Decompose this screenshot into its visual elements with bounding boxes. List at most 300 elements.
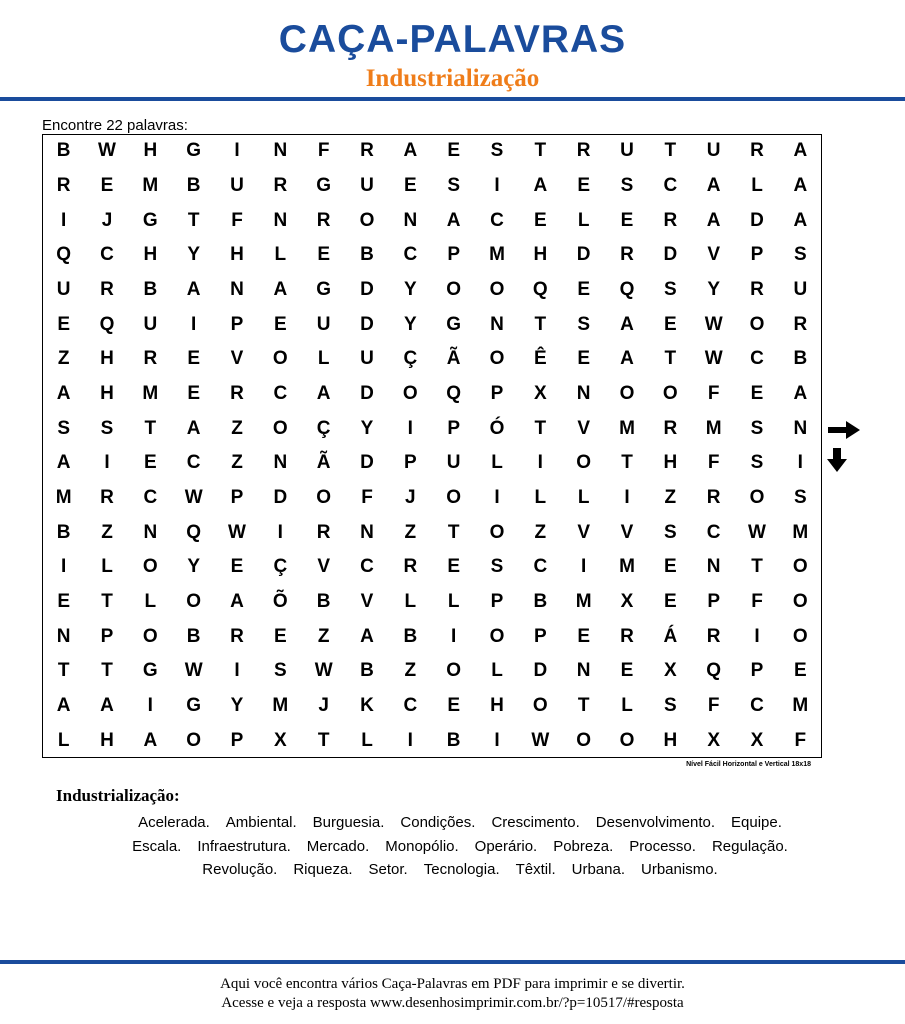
grid-cell[interactable]: A <box>186 278 201 300</box>
grid-cell[interactable]: Z <box>231 452 243 474</box>
grid-cell[interactable]: I <box>234 140 240 162</box>
grid-cell[interactable]: N <box>143 521 158 543</box>
grid-cell[interactable]: P <box>230 729 244 751</box>
grid-cell[interactable]: O <box>619 729 635 751</box>
grid-cell[interactable]: E <box>403 174 417 196</box>
grid-cell[interactable]: Õ <box>272 590 288 612</box>
grid-cell[interactable]: J <box>318 694 329 716</box>
grid-cell[interactable]: Q <box>186 521 202 543</box>
grid-cell[interactable]: Y <box>187 244 200 266</box>
grid-cell[interactable]: Q <box>99 313 115 335</box>
grid-cell[interactable]: C <box>143 486 158 508</box>
grid-cell[interactable]: U <box>446 452 461 474</box>
grid-cell[interactable]: P <box>750 660 764 682</box>
grid-cell[interactable]: O <box>749 313 765 335</box>
grid-cell[interactable]: S <box>750 452 764 474</box>
grid-cell[interactable]: O <box>489 625 505 647</box>
grid-cell[interactable]: E <box>577 625 590 647</box>
grid-cell[interactable]: D <box>360 313 374 335</box>
grid-cell[interactable]: P <box>100 625 114 647</box>
grid-cell[interactable]: T <box>447 521 460 543</box>
grid-cell[interactable]: Y <box>707 278 720 300</box>
grid-cell[interactable]: E <box>577 278 590 300</box>
grid-cell[interactable]: R <box>143 348 158 370</box>
grid-cell[interactable]: R <box>230 625 244 647</box>
grid-cell[interactable]: A <box>793 174 808 196</box>
grid-cell[interactable]: D <box>360 278 374 300</box>
grid-cell[interactable]: E <box>577 348 590 370</box>
grid-cell[interactable]: G <box>186 140 202 162</box>
grid-cell[interactable]: W <box>184 660 203 682</box>
grid-cell[interactable]: E <box>317 244 330 266</box>
grid-cell[interactable]: Q <box>446 382 462 404</box>
grid-cell[interactable]: L <box>274 244 287 266</box>
grid-cell[interactable]: P <box>490 382 504 404</box>
grid-cell[interactable]: S <box>100 417 114 439</box>
grid-cell[interactable]: U <box>56 278 71 300</box>
grid-cell[interactable]: Z <box>317 625 330 647</box>
grid-cell[interactable]: H <box>100 729 114 751</box>
grid-cell[interactable]: A <box>793 209 808 231</box>
grid-cell[interactable]: E <box>793 660 807 682</box>
grid-cell[interactable]: P <box>447 417 460 439</box>
grid-cell[interactable]: K <box>360 694 374 716</box>
grid-cell[interactable]: H <box>143 140 158 162</box>
grid-cell[interactable]: W <box>184 486 203 508</box>
grid-cell[interactable]: N <box>360 521 374 543</box>
grid-cell[interactable]: T <box>534 417 547 439</box>
grid-cell[interactable]: D <box>360 452 374 474</box>
grid-cell[interactable]: E <box>57 590 70 612</box>
grid-cell[interactable]: X <box>273 729 287 751</box>
grid-cell[interactable]: I <box>581 556 587 578</box>
grid-cell[interactable]: T <box>187 209 200 231</box>
grid-cell[interactable]: R <box>403 556 418 578</box>
grid-cell[interactable]: B <box>360 244 374 266</box>
grid-cell[interactable]: W <box>228 521 246 543</box>
grid-cell[interactable]: J <box>101 209 113 231</box>
grid-cell[interactable]: I <box>451 625 457 647</box>
footer-line-2[interactable]: Acesse e veja a resposta www.desenhosimprimir.com.br/?p=10517/#resposta <box>221 995 684 1011</box>
grid-cell[interactable]: S <box>793 244 807 266</box>
grid-cell[interactable]: O <box>272 348 288 370</box>
grid-cell[interactable]: A <box>706 209 721 231</box>
grid-cell[interactable]: P <box>750 244 764 266</box>
grid-cell[interactable]: F <box>707 452 720 474</box>
grid-cell[interactable]: A <box>56 382 71 404</box>
grid-cell[interactable]: S <box>663 521 677 543</box>
grid-cell[interactable]: O <box>749 486 765 508</box>
grid-cell[interactable]: S <box>447 174 460 196</box>
grid-cell[interactable]: T <box>101 660 113 682</box>
grid-cell[interactable]: L <box>447 590 460 612</box>
grid-cell[interactable]: A <box>706 174 721 196</box>
grid-cell[interactable]: R <box>56 174 71 196</box>
grid-cell[interactable]: L <box>144 590 157 612</box>
grid-cell[interactable]: P <box>230 486 244 508</box>
grid-cell[interactable]: H <box>100 382 114 404</box>
grid-cell[interactable]: O <box>489 348 505 370</box>
grid-cell[interactable]: M <box>142 382 159 404</box>
grid-cell[interactable]: S <box>793 486 807 508</box>
grid-cell[interactable]: B <box>56 140 71 162</box>
grid-cell[interactable]: S <box>490 140 504 162</box>
grid-cell[interactable]: X <box>620 590 634 612</box>
grid-cell[interactable]: X <box>663 660 677 682</box>
grid-cell[interactable]: O <box>272 417 288 439</box>
grid-cell[interactable]: L <box>577 209 590 231</box>
grid-cell[interactable]: Ó <box>489 417 505 439</box>
grid-cell[interactable]: S <box>663 694 677 716</box>
grid-cell[interactable]: L <box>534 486 547 508</box>
grid-cell[interactable]: M <box>619 556 635 578</box>
grid-cell[interactable]: T <box>664 140 677 162</box>
grid-cell[interactable]: I <box>234 660 240 682</box>
grid-cell[interactable]: X <box>750 729 764 751</box>
grid-cell[interactable]: R <box>620 625 634 647</box>
grid-cell[interactable]: Q <box>706 660 722 682</box>
grid-cell[interactable]: O <box>446 660 462 682</box>
grid-cell[interactable]: R <box>100 278 114 300</box>
grid-cell[interactable]: Q <box>619 278 635 300</box>
grid-cell[interactable]: A <box>793 382 808 404</box>
grid-cell[interactable]: Y <box>187 556 200 578</box>
grid-cell[interactable]: F <box>707 694 720 716</box>
grid-cell[interactable]: S <box>663 278 677 300</box>
grid-cell[interactable]: A <box>100 694 114 716</box>
grid-cell[interactable]: O <box>792 556 808 578</box>
grid-cell[interactable]: O <box>792 590 808 612</box>
grid-cell[interactable]: A <box>620 348 634 370</box>
grid-cell[interactable]: E <box>273 625 287 647</box>
grid-cell[interactable]: I <box>494 486 500 508</box>
grid-cell[interactable]: F <box>317 140 330 162</box>
grid-cell[interactable]: W <box>748 521 766 543</box>
grid-cell[interactable]: Q <box>56 244 72 266</box>
grid-cell[interactable]: P <box>533 625 547 647</box>
grid-cell[interactable]: D <box>663 244 678 266</box>
grid-cell[interactable]: N <box>576 382 591 404</box>
grid-cell[interactable]: C <box>663 174 678 196</box>
grid-cell[interactable]: N <box>576 660 591 682</box>
grid-cell[interactable]: E <box>533 209 547 231</box>
grid-cell[interactable]: L <box>577 486 590 508</box>
grid-cell[interactable]: Z <box>404 660 417 682</box>
grid-cell[interactable]: E <box>663 313 677 335</box>
grid-cell[interactable]: U <box>620 140 634 162</box>
grid-cell[interactable]: O <box>619 382 635 404</box>
grid-cell[interactable]: O <box>359 209 375 231</box>
grid-cell[interactable]: T <box>317 729 330 751</box>
grid-cell[interactable]: L <box>621 694 633 716</box>
grid-cell[interactable]: C <box>186 452 201 474</box>
grid-cell[interactable]: I <box>277 521 283 543</box>
grid-cell[interactable]: A <box>793 140 808 162</box>
grid-cell[interactable]: O <box>186 729 202 751</box>
grid-cell[interactable]: T <box>534 140 547 162</box>
grid-cell[interactable]: M <box>489 244 505 266</box>
grid-cell[interactable]: M <box>792 694 809 716</box>
grid-cell[interactable]: A <box>230 590 244 612</box>
grid-cell[interactable]: C <box>706 521 721 543</box>
grid-cell[interactable]: C <box>750 348 764 370</box>
grid-cell[interactable]: M <box>792 521 809 543</box>
grid-cell[interactable]: H <box>663 452 678 474</box>
grid-cell[interactable]: A <box>620 313 634 335</box>
grid-cell[interactable]: G <box>446 313 462 335</box>
grid-cell[interactable]: J <box>405 486 416 508</box>
grid-cell[interactable]: P <box>403 452 417 474</box>
grid-cell[interactable]: M <box>575 590 592 612</box>
grid-cell[interactable]: O <box>576 452 592 474</box>
grid-cell[interactable]: Ç <box>316 417 331 439</box>
grid-cell[interactable]: B <box>403 625 418 647</box>
grid-cell[interactable]: S <box>490 556 504 578</box>
grid-cell[interactable]: Q <box>532 278 548 300</box>
grid-cell[interactable]: O <box>576 729 592 751</box>
grid-cell[interactable]: O <box>662 382 678 404</box>
grid-cell[interactable]: A <box>446 209 461 231</box>
grid-cell[interactable]: M <box>272 694 289 716</box>
grid-cell[interactable]: G <box>316 174 332 196</box>
grid-cell[interactable]: B <box>186 625 201 647</box>
grid-cell[interactable]: F <box>751 590 763 612</box>
grid-cell[interactable]: D <box>533 660 548 682</box>
grid-cell[interactable]: N <box>273 140 288 162</box>
grid-cell[interactable]: R <box>316 521 331 543</box>
grid-cell[interactable]: G <box>142 660 158 682</box>
grid-cell[interactable]: T <box>101 590 113 612</box>
grid-cell[interactable]: L <box>101 556 113 578</box>
grid-cell[interactable]: G <box>316 278 332 300</box>
grid-cell[interactable]: C <box>403 244 418 266</box>
grid-cell[interactable]: U <box>143 313 158 335</box>
grid-cell[interactable]: B <box>143 278 158 300</box>
grid-cell[interactable]: R <box>750 140 764 162</box>
grid-cell[interactable]: S <box>57 417 70 439</box>
grid-cell[interactable]: F <box>231 209 243 231</box>
grid-cell[interactable]: W <box>531 729 550 751</box>
grid-cell[interactable]: C <box>273 382 288 404</box>
grid-cell[interactable]: Y <box>403 278 417 300</box>
grid-cell[interactable]: E <box>447 694 460 716</box>
grid-cell[interactable]: V <box>577 417 590 439</box>
grid-cell[interactable]: W <box>314 660 333 682</box>
grid-cell[interactable]: D <box>576 244 591 266</box>
grid-cell[interactable]: Ã <box>446 348 461 370</box>
grid-cell[interactable]: I <box>61 209 67 231</box>
grid-cell[interactable]: O <box>532 694 548 716</box>
grid-cell[interactable]: N <box>490 313 504 335</box>
grid-cell[interactable]: M <box>619 417 635 439</box>
grid-cell[interactable]: R <box>620 244 634 266</box>
grid-cell[interactable]: N <box>230 278 244 300</box>
grid-cell[interactable]: T <box>751 556 763 578</box>
grid-cell[interactable]: M <box>142 174 159 196</box>
grid-cell[interactable]: E <box>663 590 677 612</box>
grid-cell[interactable]: I <box>754 625 760 647</box>
grid-cell[interactable]: N <box>793 417 808 439</box>
grid-cell[interactable]: U <box>230 174 244 196</box>
grid-cell[interactable]: T <box>621 452 633 474</box>
grid-cell[interactable]: H <box>230 244 244 266</box>
grid-cell[interactable]: I <box>494 729 500 751</box>
grid-cell[interactable]: N <box>706 556 721 578</box>
grid-cell[interactable]: P <box>447 244 460 266</box>
grid-cell[interactable]: O <box>792 625 808 647</box>
grid-cell[interactable]: S <box>750 417 764 439</box>
grid-cell[interactable]: H <box>490 694 504 716</box>
grid-cell[interactable]: N <box>273 209 288 231</box>
grid-cell[interactable]: Y <box>230 694 244 716</box>
grid-cell[interactable]: T <box>144 417 157 439</box>
grid-cell[interactable]: E <box>187 348 200 370</box>
grid-cell[interactable]: E <box>57 313 70 335</box>
grid-cell[interactable]: L <box>57 729 70 751</box>
grid-cell[interactable]: A <box>186 417 201 439</box>
grid-cell[interactable]: T <box>534 313 547 335</box>
grid-cell[interactable]: D <box>273 486 288 508</box>
grid-cell[interactable]: Y <box>360 417 374 439</box>
grid-cell[interactable]: I <box>191 313 197 335</box>
grid-cell[interactable]: H <box>143 244 158 266</box>
grid-cell[interactable]: Ê <box>533 348 547 370</box>
grid-cell[interactable]: Z <box>664 486 677 508</box>
grid-cell[interactable]: Z <box>404 521 417 543</box>
grid-cell[interactable]: F <box>707 382 720 404</box>
grid-cell[interactable]: A <box>360 625 374 647</box>
grid-cell[interactable]: B <box>360 660 374 682</box>
grid-cell[interactable]: R <box>576 140 591 162</box>
grid-cell[interactable]: I <box>494 174 500 196</box>
grid-cell[interactable]: P <box>230 313 244 335</box>
grid-cell[interactable]: I <box>797 452 803 474</box>
grid-cell[interactable]: L <box>491 660 503 682</box>
grid-cell[interactable]: I <box>537 452 543 474</box>
grid-cell[interactable]: A <box>533 174 548 196</box>
grid-cell[interactable]: C <box>490 209 504 231</box>
grid-cell[interactable]: P <box>707 590 720 612</box>
grid-cell[interactable]: M <box>705 417 722 439</box>
grid-cell[interactable]: W <box>704 313 723 335</box>
grid-cell[interactable]: R <box>750 278 764 300</box>
grid-cell[interactable]: I <box>104 452 110 474</box>
grid-cell[interactable]: B <box>533 590 548 612</box>
grid-cell[interactable]: A <box>56 694 71 716</box>
grid-cell[interactable]: Z <box>101 521 113 543</box>
grid-cell[interactable]: F <box>361 486 373 508</box>
grid-cell[interactable]: U <box>316 313 331 335</box>
grid-cell[interactable]: R <box>360 140 374 162</box>
grid-cell[interactable]: A <box>316 382 331 404</box>
grid-cell[interactable]: L <box>751 174 763 196</box>
grid-cell[interactable]: I <box>61 556 67 578</box>
grid-cell[interactable]: A <box>403 140 418 162</box>
grid-cell[interactable]: M <box>55 486 72 508</box>
grid-cell[interactable]: R <box>793 313 808 335</box>
grid-cell[interactable]: B <box>186 174 201 196</box>
grid-cell[interactable]: I <box>407 417 413 439</box>
grid-cell[interactable]: E <box>663 556 677 578</box>
grid-cell[interactable]: Ç <box>273 556 288 578</box>
grid-cell[interactable]: U <box>360 348 374 370</box>
grid-cell[interactable]: R <box>706 625 721 647</box>
grid-cell[interactable]: T <box>57 660 70 682</box>
grid-cell[interactable]: B <box>793 348 808 370</box>
grid-cell[interactable]: O <box>142 625 158 647</box>
grid-cell[interactable]: R <box>100 486 114 508</box>
grid-cell[interactable]: V <box>707 244 720 266</box>
grid-cell[interactable]: T <box>577 694 590 716</box>
grid-cell[interactable]: O <box>489 278 505 300</box>
grid-cell[interactable]: O <box>402 382 418 404</box>
grid-cell[interactable]: E <box>230 556 244 578</box>
grid-cell[interactable]: L <box>491 452 503 474</box>
grid-cell[interactable]: E <box>620 209 634 231</box>
grid-cell[interactable]: R <box>316 209 331 231</box>
grid-cell[interactable]: O <box>446 278 462 300</box>
grid-cell[interactable]: H <box>533 244 548 266</box>
grid-cell[interactable]: E <box>187 382 200 404</box>
grid-cell[interactable]: O <box>489 521 505 543</box>
grid-cell[interactable]: E <box>577 174 590 196</box>
grid-cell[interactable]: F <box>794 729 807 751</box>
grid-cell[interactable]: Z <box>57 348 70 370</box>
grid-cell[interactable]: D <box>750 209 764 231</box>
grid-cell[interactable]: H <box>100 348 114 370</box>
grid-cell[interactable]: Ç <box>403 348 418 370</box>
grid-cell[interactable]: W <box>704 348 723 370</box>
grid-cell[interactable]: X <box>707 729 720 751</box>
grid-cell[interactable]: R <box>663 209 678 231</box>
grid-cell[interactable]: S <box>620 174 634 196</box>
grid-cell[interactable]: Z <box>231 417 243 439</box>
grid-cell[interactable]: R <box>706 486 721 508</box>
grid-cell[interactable]: W <box>98 140 116 162</box>
grid-cell[interactable]: I <box>147 694 153 716</box>
grid-cell[interactable]: T <box>664 348 677 370</box>
grid-cell[interactable]: U <box>360 174 374 196</box>
grid-cell[interactable]: V <box>620 521 634 543</box>
grid-cell[interactable]: B <box>56 521 71 543</box>
grid-cell[interactable]: V <box>230 348 244 370</box>
grid-cell[interactable]: Z <box>534 521 547 543</box>
grid-cell[interactable]: B <box>316 590 331 612</box>
grid-cell[interactable]: L <box>361 729 373 751</box>
grid-cell[interactable]: C <box>750 694 764 716</box>
grid-cell[interactable]: I <box>407 729 413 751</box>
grid-cell[interactable]: U <box>706 140 721 162</box>
grid-cell[interactable]: D <box>360 382 374 404</box>
grid-cell[interactable]: C <box>533 556 548 578</box>
grid-cell[interactable]: R <box>273 174 288 196</box>
grid-cell[interactable]: G <box>186 694 202 716</box>
grid-cell[interactable]: N <box>56 625 71 647</box>
grid-cell[interactable]: C <box>360 556 374 578</box>
grid-cell[interactable]: V <box>360 590 374 612</box>
grid-cell[interactable]: O <box>186 590 202 612</box>
grid-cell[interactable]: C <box>403 694 418 716</box>
grid-cell[interactable]: N <box>273 452 288 474</box>
grid-cell[interactable]: E <box>447 556 460 578</box>
grid-cell[interactable]: V <box>577 521 590 543</box>
grid-cell[interactable]: R <box>230 382 244 404</box>
grid-cell[interactable]: Ã <box>316 452 331 474</box>
grid-cell[interactable]: S <box>273 660 287 682</box>
grid-cell[interactable]: A <box>143 729 158 751</box>
grid-cell[interactable]: C <box>100 244 114 266</box>
grid-cell[interactable]: V <box>317 556 330 578</box>
